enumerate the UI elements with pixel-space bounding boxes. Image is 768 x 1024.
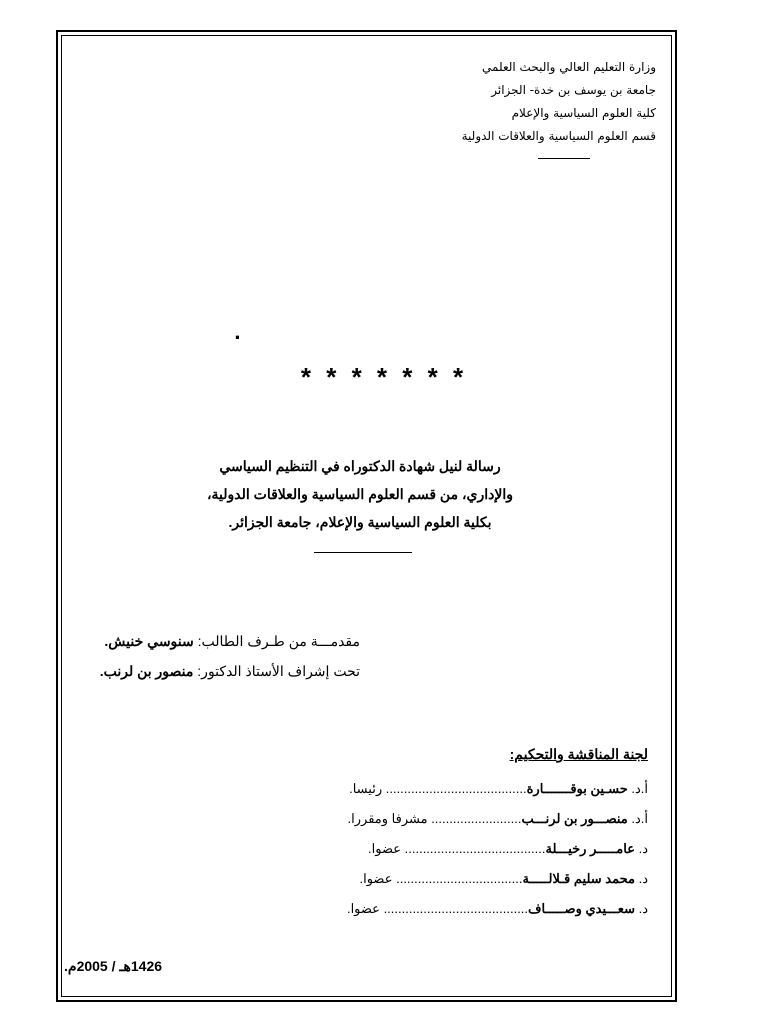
member-dots: ................................... [396,871,523,886]
member-name: سعـــيدي وصـــــاف [528,901,635,916]
header-divider [538,158,590,159]
member-name: محمد سليم قـلالـــــة [522,871,635,886]
member-title: أ.د. [631,781,648,796]
thesis-line-2: والإداري، من قسم العلوم السياسية والعلاقات الدولية، [207,486,513,502]
committee-member [248,834,648,864]
thesis-statement [150,452,570,536]
member-title: د. [638,841,648,856]
presented-label: مقدمـــة من طـرف الطالب: [197,633,360,649]
member-dots: ....................................... [404,841,546,856]
member-dots: ........................................ [383,901,529,916]
member-name: عامـــــر رخيـــلة [545,841,635,856]
document-date: 1426هـ / 2005م. [64,958,163,974]
supervisor-row [20,656,360,686]
member-dots: ......................... [431,811,522,826]
member-role: عضوا. [346,901,380,916]
stray-dot: . [234,323,241,344]
committee-title: لجنة المناقشة والتحكيم: [509,746,648,762]
student-name: سنوسي خنيش. [104,633,194,649]
member-role: رئيسا. [349,781,383,796]
member-name: منصـــور بن لرنـــب [521,811,628,826]
member-role: عضوا. [368,841,402,856]
student-info [20,626,360,686]
member-role: مشرفا ومقررا. [347,811,428,826]
thesis-line-3: بكلية العلوم السياسية والإعلام، جامعة الجزائر. [228,514,492,530]
member-title: د. [638,901,648,916]
ministry-line: وزارة التعليم العالي والبحث العلمي [482,60,656,74]
member-title: د. [638,871,648,886]
member-name: حسـين بوقـــــــارة [526,781,628,796]
thesis-divider [314,552,412,553]
thesis-line-1: رسالة لنيل شهادة الدكتوراه في التنظيم السياسي [219,458,501,474]
star-separator: * * * * * * * [300,362,468,392]
department-line: قسم العلوم السياسية والعلاقات الدولية [461,129,656,143]
faculty-line: كلية العلوم السياسية والإعلام [511,106,656,120]
institution-header [336,56,656,148]
supervisor-label: تحت إشراف الأستاذ الدكتور: [197,663,360,679]
committee-member [248,774,648,804]
supervisor-name: منصور بن لرنب. [99,663,194,679]
committee-member [248,864,648,894]
member-dots: ....................................... [385,781,527,796]
committee-member [248,804,648,834]
university-line: جامعة بن يوسف بن خدة- الجزائر [491,83,656,97]
committee-list [248,774,648,924]
committee-member [248,894,648,924]
member-title: أ.د. [631,811,648,826]
member-role: عضوا. [359,871,393,886]
presented-by-row [20,626,360,656]
